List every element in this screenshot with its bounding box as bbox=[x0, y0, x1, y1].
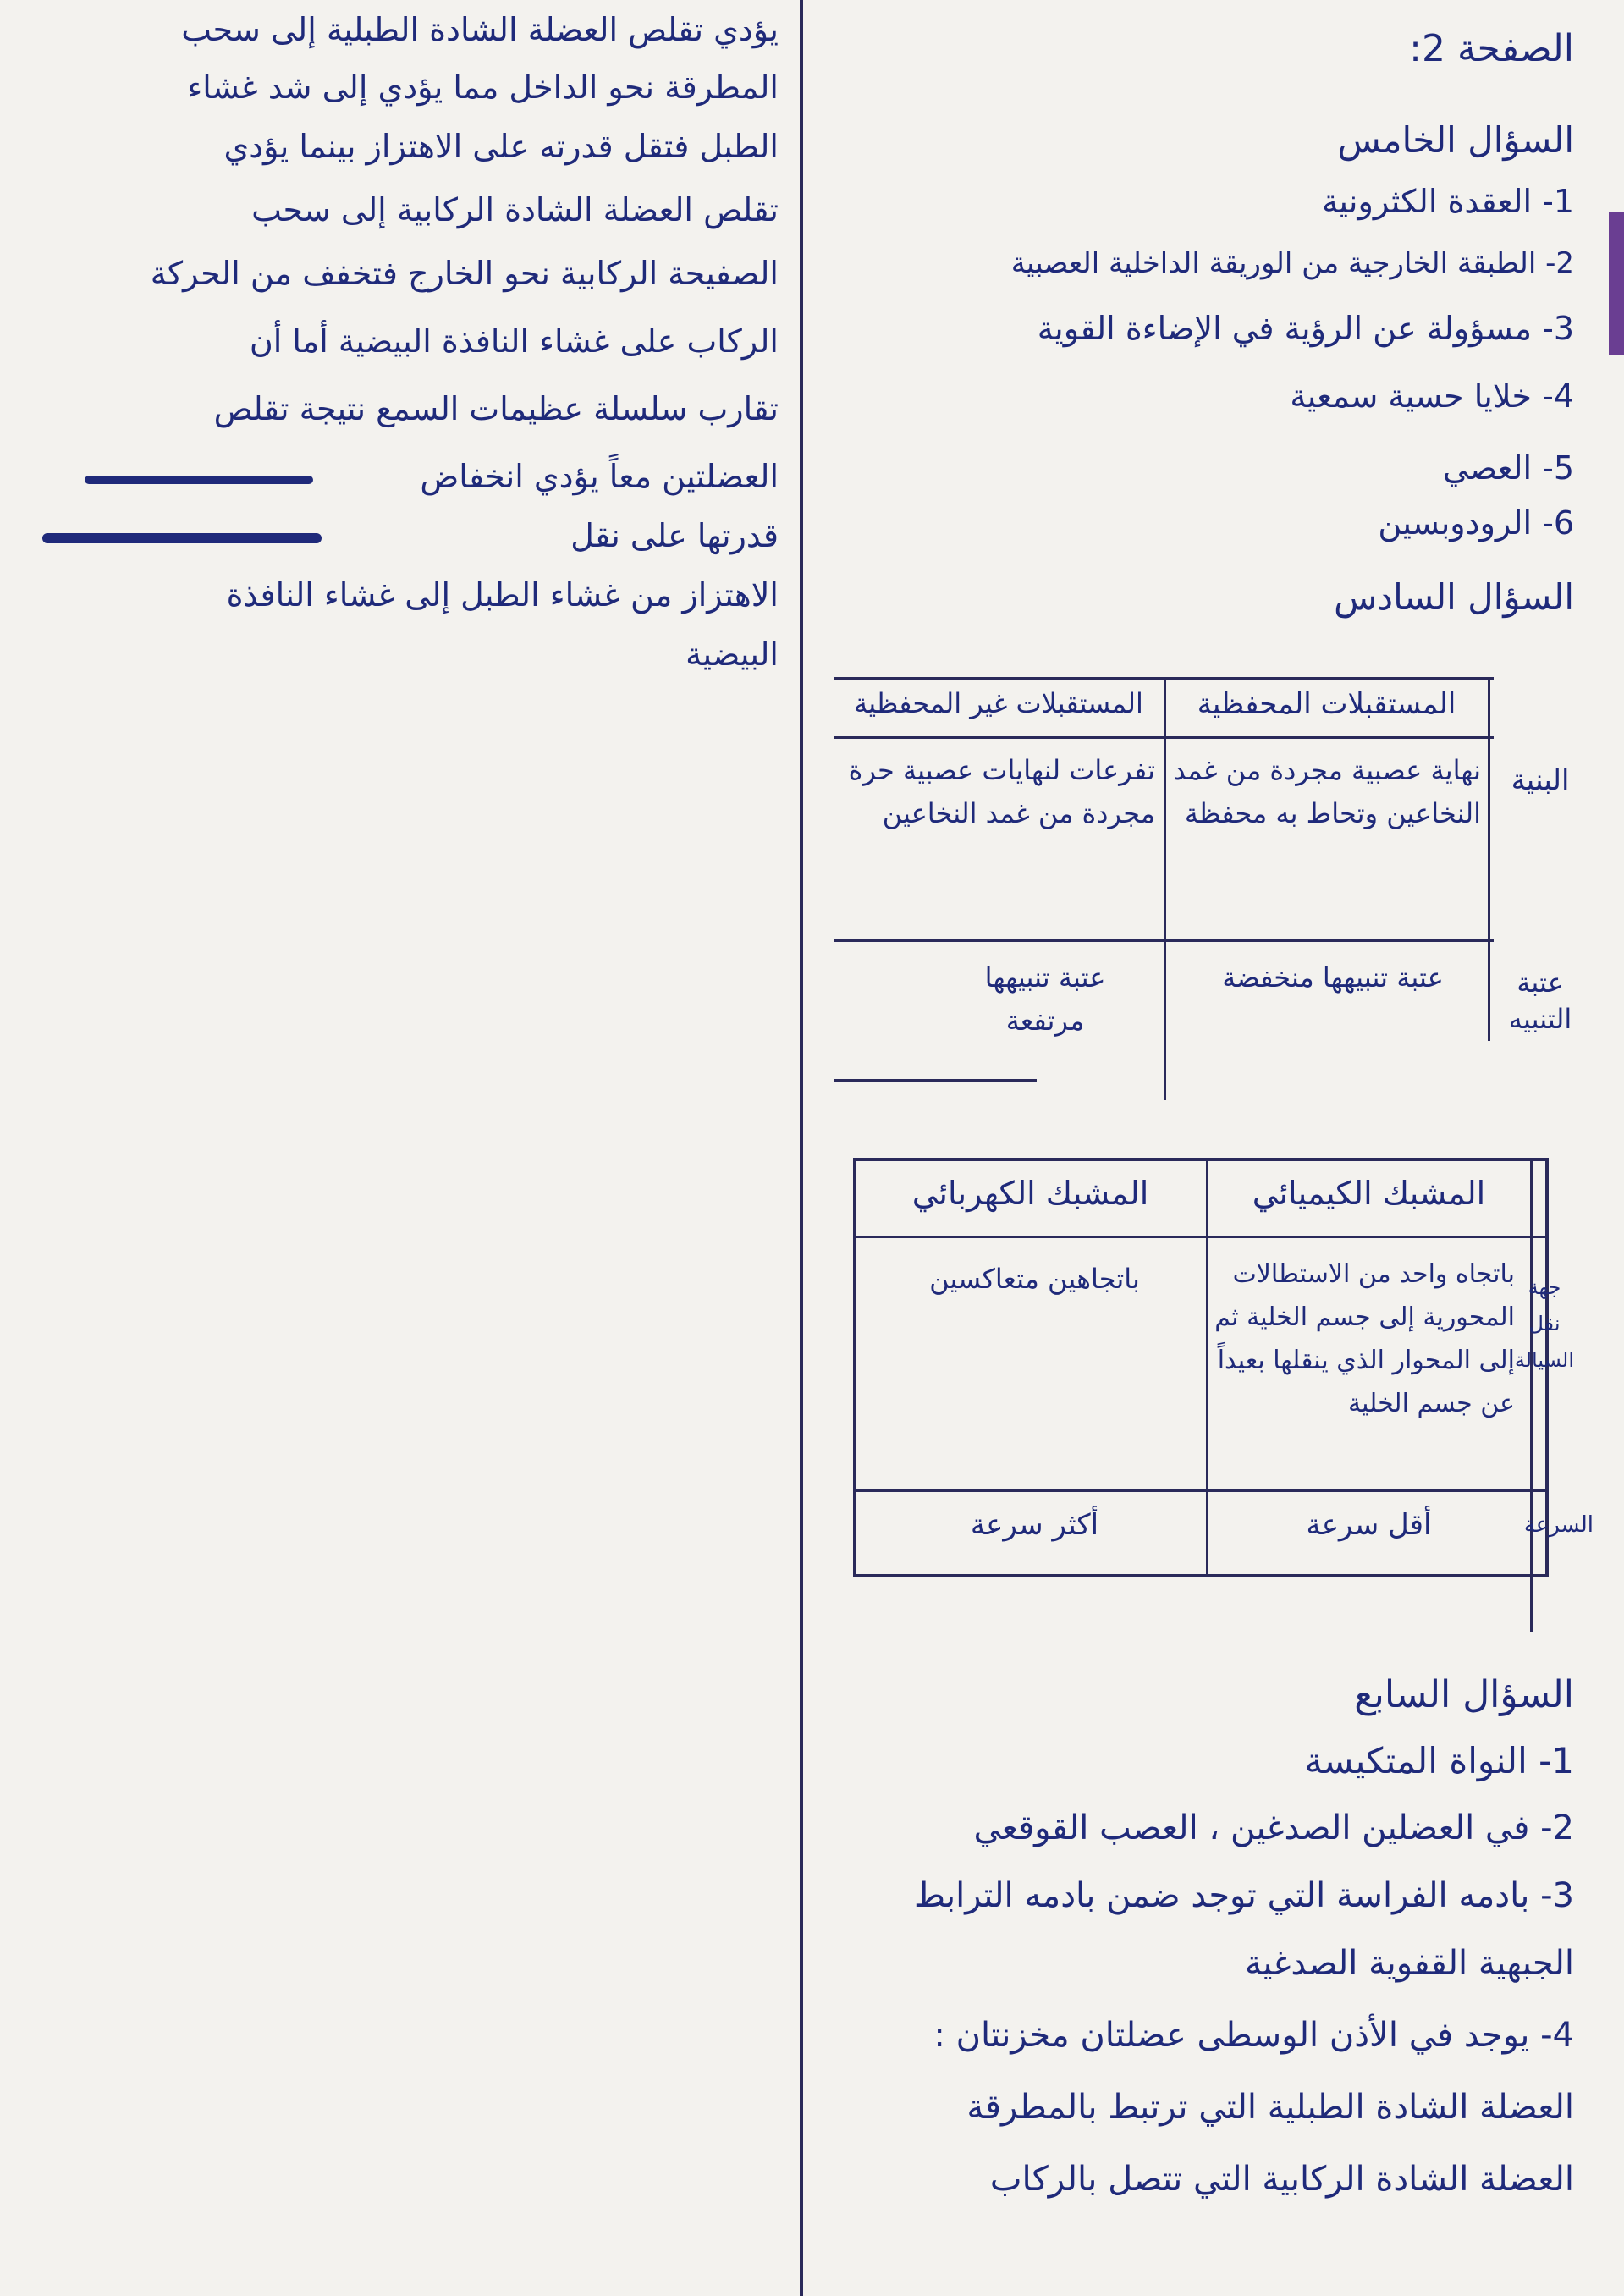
left-line-10: الاهتزاز من غشاء الطبل إلى غشاء النافذة bbox=[226, 576, 779, 614]
t2-left-border bbox=[853, 1158, 856, 1577]
q5-answer-6: 6- الرودوبسين bbox=[1378, 504, 1574, 542]
q7-answer-4: 4- يوجد في الأذن الوسطى عضلتان مخزنتان : bbox=[933, 2016, 1574, 2055]
left-line-2: المطرقة نحو الداخل مما يؤدي إلى شد غشاء bbox=[187, 69, 779, 106]
page-label: الصفحة 2: bbox=[1409, 27, 1574, 70]
page-edge-marker bbox=[1609, 212, 1624, 355]
t1-row2-noncapsular: عتبة تنبيهها مرتفعة bbox=[984, 961, 1106, 1038]
t1-row2-label: عتبة التنبيه bbox=[1508, 966, 1572, 1036]
t2-row2-label: السرعة bbox=[1523, 1512, 1594, 1538]
t2-col-line-1 bbox=[1206, 1158, 1208, 1577]
q7-answer-3-cont: الجبهية القفوية الصدغية bbox=[1244, 1944, 1574, 1983]
question7-title: السؤال السابع bbox=[1354, 1673, 1574, 1716]
left-line-5: الصفيحة الركابية نحو الخارج فتخفف من الحركة bbox=[150, 255, 779, 292]
t2-row2-electrical: أكثر سرعة bbox=[970, 1508, 1099, 1542]
left-line-6: الركاب على غشاء النافذة البيضية أما أن bbox=[249, 322, 779, 360]
t1-col-line-1 bbox=[1164, 677, 1166, 1100]
left-line-4: تقلص العضلة الشادة الركابية إلى سحب bbox=[251, 191, 779, 228]
q5-answer-4: 4- خلايا حسية سمعية bbox=[1290, 377, 1574, 415]
question6-title: السؤال السادس bbox=[1334, 576, 1574, 618]
left-line-11: البيضية bbox=[685, 636, 779, 673]
t1-row1-noncapsular: تفرعات لنهايات عصبية حرة مجردة من غمد النخاعين bbox=[848, 754, 1155, 830]
t2-header-border bbox=[853, 1236, 1549, 1238]
left-line-9: قدرتها على نقل bbox=[570, 517, 779, 554]
column-divider bbox=[800, 0, 803, 2296]
t2-row-border bbox=[853, 1489, 1549, 1492]
scribble-strike-2 bbox=[42, 533, 322, 543]
q7-answer-4-line2: العضلة الشادة الطبلية التي ترتبط بالمطرقة bbox=[966, 2088, 1574, 2127]
t2-header-electrical: المشبك الكهربائي bbox=[911, 1175, 1149, 1212]
q7-answer-1: 1- النواة المتكيسة bbox=[1304, 1740, 1574, 1781]
t1-header-capsular: المستقبلات المحفظية bbox=[1197, 687, 1456, 721]
q7-answer-4-line3: العضلة الشادة الركابية التي تتصل بالركاب bbox=[989, 2160, 1574, 2199]
q5-answer-5: 5- العصي bbox=[1442, 449, 1574, 487]
question5-title: السؤال الخامس bbox=[1337, 119, 1574, 161]
scribble-strike-1 bbox=[85, 476, 313, 484]
left-line-3: الطبل فتقل قدرته على الاهتزاز بينما يؤدي bbox=[223, 128, 779, 165]
q5-answer-2: 2- الطبقة الخارجية من الوريقة الداخلية العصبية bbox=[1010, 246, 1574, 280]
t2-bottom-border bbox=[853, 1574, 1549, 1577]
t1-row1-capsular: نهاية عصبية مجردة من غمد النخاعين وتحاط به محفظة bbox=[1173, 754, 1481, 830]
t2-header-chemical: المشبك الكيميائي bbox=[1252, 1175, 1486, 1212]
q5-answer-1: 1- العقدة الكثرونية bbox=[1322, 183, 1574, 220]
t2-row1-electrical: باتجاهين متعاكسين bbox=[929, 1263, 1140, 1295]
t1-bottom-border bbox=[834, 1079, 1037, 1082]
t2-row1-label: جهة نقل السيالة bbox=[1514, 1275, 1574, 1373]
t1-row2-capsular: عتبة تنبيهها منخفضة bbox=[1222, 961, 1444, 994]
left-line-7: تقارب سلسلة عظيمات السمع نتيجة تقلص bbox=[213, 390, 779, 427]
q5-answer-3: 3- مسؤولة عن الرؤية في الإضاءة القوية bbox=[1037, 310, 1574, 347]
q7-answer-2: 2- في العضلين الصدغين ، العصب القوقعي bbox=[973, 1809, 1574, 1847]
t2-top-border bbox=[853, 1158, 1549, 1161]
t1-row1-label: البنية bbox=[1511, 763, 1570, 797]
t2-col-line-2 bbox=[1530, 1158, 1533, 1632]
left-line-8: العضلتين معاً يؤدي انخفاض bbox=[420, 458, 779, 495]
left-line-1: يؤدي تقلص العضلة الشادة الطبلية إلى سحب bbox=[181, 11, 779, 48]
t1-header-noncapsular: المستقبلات غير المحفظية bbox=[854, 687, 1143, 719]
q7-answer-3: 3- بادمه الفراسة التي توجد ضمن بادمه الترابط bbox=[913, 1876, 1574, 1915]
t2-row2-chemical: أقل سرعة bbox=[1306, 1508, 1432, 1542]
t2-row1-chemical: باتجاه واحد من الاستطالات المحورية إلى جسم الخلية ثم إلى المحوار الذي ينقلها بعيداً عن جسم الخلية bbox=[1214, 1259, 1515, 1418]
t1-col-line-2 bbox=[1488, 677, 1490, 1041]
